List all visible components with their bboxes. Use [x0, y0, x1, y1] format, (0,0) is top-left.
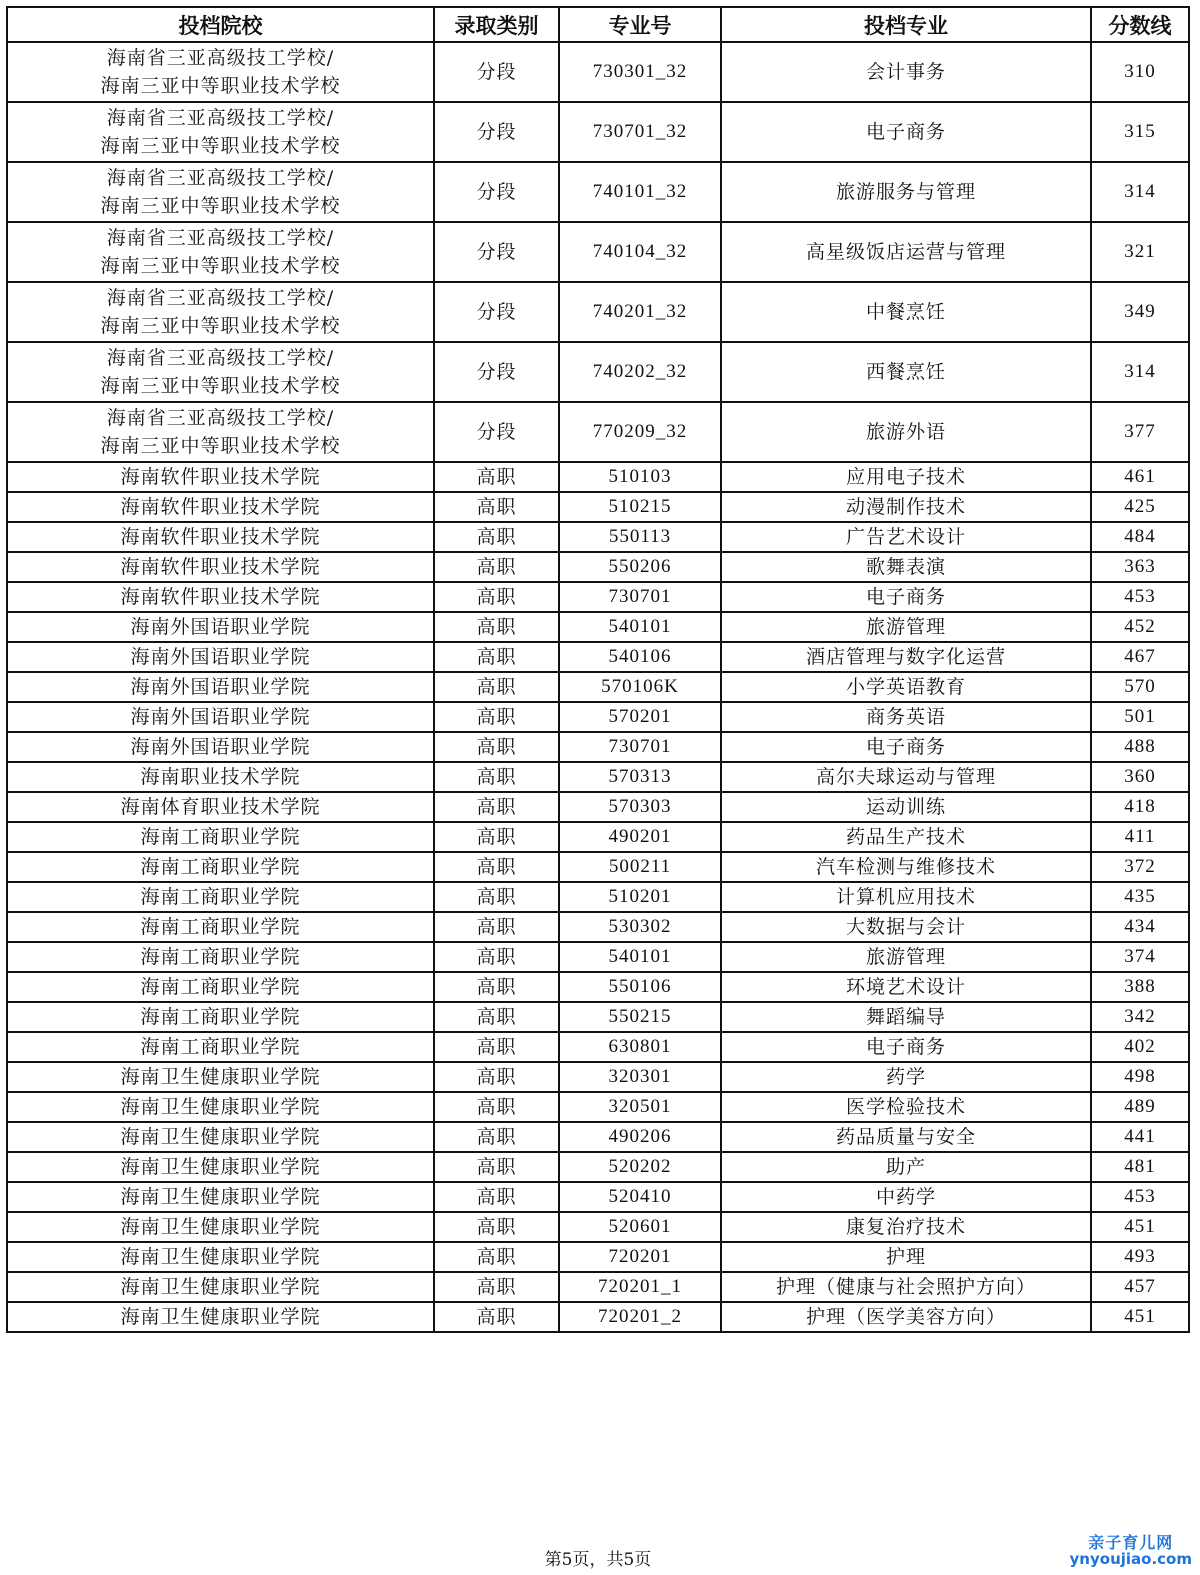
table-row: [7, 792, 1189, 822]
cell-major-code: 770209_32: [559, 402, 721, 462]
school-name: 海南外国语职业学院: [130, 706, 311, 728]
cell-major-code: 730701: [559, 582, 721, 612]
school-name: 海南卫生健康职业学院: [120, 1126, 321, 1148]
table-row: [7, 552, 1189, 582]
cell-major-code: 540101: [559, 612, 721, 642]
cell-score: 434: [1091, 912, 1189, 942]
cell-major-code: 490206: [559, 1122, 721, 1152]
cell-school: [7, 522, 434, 552]
cell-major-code: 740201_32: [559, 282, 721, 342]
cell-major-code: 740104_32: [559, 222, 721, 282]
school-name: 海南卫生健康职业学院: [120, 1156, 321, 1178]
cell-score: 310: [1091, 42, 1189, 102]
cell-category: 高职: [434, 462, 559, 492]
cell-school: [7, 1212, 434, 1242]
cell-category: 高职: [434, 1092, 559, 1122]
cell-major: 旅游管理: [721, 612, 1091, 642]
cell-major-code: 720201: [559, 1242, 721, 1272]
school-name: 海南外国语职业学院: [130, 646, 311, 668]
school-name: 海南软件职业技术学院: [120, 496, 321, 518]
school-name: 海南软件职业技术学院: [120, 526, 321, 548]
cell-school: [7, 642, 434, 672]
school-name: 海南工商职业学院: [140, 976, 301, 998]
cell-school: [7, 702, 434, 732]
cell-school: [7, 162, 434, 222]
cell-major-code: 500211: [559, 852, 721, 882]
cell-school: [7, 1062, 434, 1092]
cell-category: 高职: [434, 1272, 559, 1302]
cell-major-code: 570106K: [559, 672, 721, 702]
cell-major-code: 730301_32: [559, 42, 721, 102]
school-name: 海南外国语职业学院: [130, 616, 311, 638]
cell-major: 会计事务: [721, 42, 1091, 102]
header-major-code: 专业号: [559, 7, 721, 42]
school-name-alt: 海南三亚中等职业技术学校: [100, 195, 341, 217]
cell-major: 助产: [721, 1152, 1091, 1182]
cell-major-code: 630801: [559, 1032, 721, 1062]
cell-major: 护理: [721, 1242, 1091, 1272]
table-row: [7, 1032, 1189, 1062]
cell-score: 315: [1091, 102, 1189, 162]
cell-score: 360: [1091, 762, 1189, 792]
cell-score: 441: [1091, 1122, 1189, 1152]
table-header-row: [7, 7, 1189, 42]
cell-major-code: 720201_2: [559, 1302, 721, 1332]
cell-score: 314: [1091, 162, 1189, 222]
cell-major: 汽车检测与维修技术: [721, 852, 1091, 882]
cell-score: 498: [1091, 1062, 1189, 1092]
cell-major-code: 540101: [559, 942, 721, 972]
cell-major: 药学: [721, 1062, 1091, 1092]
cell-school: [7, 912, 434, 942]
cell-major-code: 740202_32: [559, 342, 721, 402]
school-name: 海南省三亚高级技工学校/: [106, 347, 335, 369]
table-row: [7, 1092, 1189, 1122]
school-name: 海南工商职业学院: [140, 1006, 301, 1028]
table-row: [7, 1122, 1189, 1152]
cell-category: 高职: [434, 912, 559, 942]
cell-category: 分段: [434, 42, 559, 102]
watermark-name: 亲子育儿网: [1088, 1533, 1174, 1552]
cell-category: 高职: [434, 1302, 559, 1332]
cell-category: 高职: [434, 522, 559, 552]
cell-category: 分段: [434, 402, 559, 462]
table-row: [7, 102, 1189, 162]
school-name: 海南卫生健康职业学院: [120, 1096, 321, 1118]
cell-major: 环境艺术设计: [721, 972, 1091, 1002]
cell-score: 402: [1091, 1032, 1189, 1062]
school-name-alt: 海南三亚中等职业技术学校: [100, 255, 341, 277]
cell-major: 广告艺术设计: [721, 522, 1091, 552]
watermark: [1070, 1534, 1192, 1568]
cell-score: 349: [1091, 282, 1189, 342]
school-name: 海南省三亚高级技工学校/: [106, 407, 335, 429]
cell-score: 321: [1091, 222, 1189, 282]
cell-major-code: 570313: [559, 762, 721, 792]
cell-score: 374: [1091, 942, 1189, 972]
table-row: [7, 672, 1189, 702]
cell-major-code: 550215: [559, 1002, 721, 1032]
cell-score: 457: [1091, 1272, 1189, 1302]
cell-school: [7, 732, 434, 762]
school-name: 海南卫生健康职业学院: [120, 1216, 321, 1238]
table-row: [7, 1062, 1189, 1092]
cell-school: [7, 1122, 434, 1152]
cell-category: 高职: [434, 1062, 559, 1092]
cell-category: 高职: [434, 642, 559, 672]
cell-major: 商务英语: [721, 702, 1091, 732]
cell-school: [7, 1272, 434, 1302]
cell-score: 493: [1091, 1242, 1189, 1272]
school-name: 海南卫生健康职业学院: [120, 1306, 321, 1328]
header-score: 分数线: [1091, 7, 1189, 42]
cell-major: 旅游服务与管理: [721, 162, 1091, 222]
cell-school: [7, 462, 434, 492]
cell-school: [7, 1182, 434, 1212]
cell-school: [7, 792, 434, 822]
cell-school: [7, 342, 434, 402]
school-name: 海南职业技术学院: [140, 766, 301, 788]
cell-category: 高职: [434, 1212, 559, 1242]
cell-major-code: 740101_32: [559, 162, 721, 222]
cell-school: [7, 582, 434, 612]
cell-category: 分段: [434, 282, 559, 342]
school-name-alt: 海南三亚中等职业技术学校: [100, 315, 341, 337]
cell-category: 高职: [434, 852, 559, 882]
cell-school: [7, 942, 434, 972]
cell-category: 分段: [434, 102, 559, 162]
cell-category: 高职: [434, 1182, 559, 1212]
cell-school: [7, 762, 434, 792]
cell-category: 高职: [434, 822, 559, 852]
cell-school: [7, 492, 434, 522]
table-row: [7, 762, 1189, 792]
school-name-alt: 海南三亚中等职业技术学校: [100, 75, 341, 97]
header-major: 投档专业: [721, 7, 1091, 42]
table-row: [7, 582, 1189, 612]
school-name: 海南卫生健康职业学院: [120, 1186, 321, 1208]
table-row: [7, 222, 1189, 282]
cell-category: 高职: [434, 1152, 559, 1182]
cell-category: 高职: [434, 1122, 559, 1152]
cell-major-code: 540106: [559, 642, 721, 672]
cell-school: [7, 1242, 434, 1272]
cell-school: [7, 42, 434, 102]
cell-score: 489: [1091, 1092, 1189, 1122]
cell-score: 388: [1091, 972, 1189, 1002]
cell-category: 高职: [434, 882, 559, 912]
cell-score: 484: [1091, 522, 1189, 552]
cell-school: [7, 1002, 434, 1032]
cell-score: 411: [1091, 822, 1189, 852]
table-row: [7, 1272, 1189, 1302]
cell-score: 372: [1091, 852, 1189, 882]
school-name: 海南工商职业学院: [140, 826, 301, 848]
table-row: [7, 282, 1189, 342]
table-row: [7, 1152, 1189, 1182]
cell-major-code: 550106: [559, 972, 721, 1002]
cell-school: [7, 852, 434, 882]
cell-major: 大数据与会计: [721, 912, 1091, 942]
table-row: [7, 462, 1189, 492]
table-row: [7, 42, 1189, 102]
cell-major: 药品质量与安全: [721, 1122, 1091, 1152]
cell-major: 中餐烹饪: [721, 282, 1091, 342]
cell-major: 舞蹈编导: [721, 1002, 1091, 1032]
cell-category: 高职: [434, 582, 559, 612]
cell-major-code: 490201: [559, 822, 721, 852]
school-name: 海南工商职业学院: [140, 886, 301, 908]
cell-major-code: 520601: [559, 1212, 721, 1242]
school-name: 海南卫生健康职业学院: [120, 1276, 321, 1298]
cell-school: [7, 552, 434, 582]
cell-major-code: 510201: [559, 882, 721, 912]
table-row: [7, 612, 1189, 642]
cell-school: [7, 1302, 434, 1332]
cell-category: 分段: [434, 342, 559, 402]
cell-score: 453: [1091, 1182, 1189, 1212]
table-row: [7, 912, 1189, 942]
cell-school: [7, 102, 434, 162]
school-name: 海南软件职业技术学院: [120, 586, 321, 608]
table-row: [7, 852, 1189, 882]
cell-major: 高星级饭店运营与管理: [721, 222, 1091, 282]
cell-category: 高职: [434, 552, 559, 582]
cell-category: 高职: [434, 942, 559, 972]
cell-major-code: 730701_32: [559, 102, 721, 162]
header-school: 投档院校: [7, 7, 434, 42]
cell-score: 488: [1091, 732, 1189, 762]
cell-major-code: 520410: [559, 1182, 721, 1212]
school-name-alt: 海南三亚中等职业技术学校: [100, 435, 341, 457]
cell-score: 418: [1091, 792, 1189, 822]
watermark-url: ynyoujiao.com: [1069, 1550, 1192, 1568]
cell-major: 药品生产技术: [721, 822, 1091, 852]
cell-score: 451: [1091, 1212, 1189, 1242]
school-name-alt: 海南三亚中等职业技术学校: [100, 135, 341, 157]
cell-major-code: 320501: [559, 1092, 721, 1122]
table-row: [7, 942, 1189, 972]
school-name: 海南软件职业技术学院: [120, 556, 321, 578]
cell-score: 451: [1091, 1302, 1189, 1332]
cell-major-code: 720201_1: [559, 1272, 721, 1302]
page-indicator: 第5页，共5页: [544, 1550, 652, 1570]
cell-score: 467: [1091, 642, 1189, 672]
cell-category: 高职: [434, 612, 559, 642]
cell-major: 酒店管理与数字化运营: [721, 642, 1091, 672]
cell-school: [7, 282, 434, 342]
cell-category: 高职: [434, 792, 559, 822]
school-name: 海南卫生健康职业学院: [120, 1066, 321, 1088]
cell-major: 护理（医学美容方向）: [721, 1302, 1091, 1332]
cell-school: [7, 1092, 434, 1122]
school-name: 海南体育职业技术学院: [120, 796, 321, 818]
school-name: 海南省三亚高级技工学校/: [106, 287, 335, 309]
cell-major: 计算机应用技术: [721, 882, 1091, 912]
cell-major-code: 510103: [559, 462, 721, 492]
cell-major: 应用电子技术: [721, 462, 1091, 492]
cell-major: 运动训练: [721, 792, 1091, 822]
table-row: [7, 402, 1189, 462]
cell-category: 高职: [434, 702, 559, 732]
cell-major-code: 570303: [559, 792, 721, 822]
school-name: 海南省三亚高级技工学校/: [106, 107, 335, 129]
school-name: 海南省三亚高级技工学校/: [106, 167, 335, 189]
table-row: [7, 342, 1189, 402]
cell-major: 西餐烹饪: [721, 342, 1091, 402]
header-category: 录取类别: [434, 7, 559, 42]
cell-score: 453: [1091, 582, 1189, 612]
cell-category: 高职: [434, 972, 559, 1002]
cell-major: 电子商务: [721, 1032, 1091, 1062]
table-row: [7, 972, 1189, 1002]
school-name: 海南软件职业技术学院: [120, 466, 321, 488]
cell-school: [7, 882, 434, 912]
cell-category: 高职: [434, 1242, 559, 1272]
table-row: [7, 1242, 1189, 1272]
school-name: 海南省三亚高级技工学校/: [106, 47, 335, 69]
school-name: 海南工商职业学院: [140, 1036, 301, 1058]
cell-major-code: 550113: [559, 522, 721, 552]
cell-major-code: 730701: [559, 732, 721, 762]
cell-major: 小学英语教育: [721, 672, 1091, 702]
admissions-table: [6, 6, 1190, 1333]
cell-school: [7, 672, 434, 702]
cell-score: 425: [1091, 492, 1189, 522]
table-row: [7, 1302, 1189, 1332]
school-name: 海南省三亚高级技工学校/: [106, 227, 335, 249]
cell-major: 电子商务: [721, 732, 1091, 762]
school-name: 海南卫生健康职业学院: [120, 1246, 321, 1268]
cell-score: 501: [1091, 702, 1189, 732]
cell-major: 旅游管理: [721, 942, 1091, 972]
cell-score: 481: [1091, 1152, 1189, 1182]
table-row: [7, 822, 1189, 852]
cell-major: 动漫制作技术: [721, 492, 1091, 522]
cell-category: 高职: [434, 732, 559, 762]
cell-category: 高职: [434, 492, 559, 522]
school-name: 海南工商职业学院: [140, 946, 301, 968]
cell-major: 医学检验技术: [721, 1092, 1091, 1122]
cell-category: 高职: [434, 762, 559, 792]
school-name-alt: 海南三亚中等职业技术学校: [100, 375, 341, 397]
cell-score: 342: [1091, 1002, 1189, 1032]
cell-school: [7, 822, 434, 852]
cell-score: 461: [1091, 462, 1189, 492]
cell-school: [7, 972, 434, 1002]
cell-major: 高尔夫球运动与管理: [721, 762, 1091, 792]
school-name: 海南外国语职业学院: [130, 736, 311, 758]
table-row: [7, 492, 1189, 522]
cell-school: [7, 612, 434, 642]
school-name: 海南外国语职业学院: [130, 676, 311, 698]
cell-major-code: 570201: [559, 702, 721, 732]
cell-major: 电子商务: [721, 582, 1091, 612]
table-body: [7, 42, 1189, 1332]
table-row: [7, 642, 1189, 672]
school-name: 海南工商职业学院: [140, 856, 301, 878]
cell-school: [7, 1152, 434, 1182]
cell-major-code: 520202: [559, 1152, 721, 1182]
cell-category: 高职: [434, 1002, 559, 1032]
cell-major-code: 510215: [559, 492, 721, 522]
cell-category: 分段: [434, 222, 559, 282]
cell-score: 377: [1091, 402, 1189, 462]
cell-school: [7, 222, 434, 282]
table-row: [7, 702, 1189, 732]
cell-score: 363: [1091, 552, 1189, 582]
cell-major-code: 550206: [559, 552, 721, 582]
cell-score: 570: [1091, 672, 1189, 702]
cell-category: 高职: [434, 672, 559, 702]
cell-major: 歌舞表演: [721, 552, 1091, 582]
cell-score: 452: [1091, 612, 1189, 642]
cell-score: 314: [1091, 342, 1189, 402]
cell-major: 中药学: [721, 1182, 1091, 1212]
table-row: [7, 882, 1189, 912]
table-row: [7, 522, 1189, 552]
page-footer: [0, 1545, 1200, 1570]
school-name: 海南工商职业学院: [140, 916, 301, 938]
cell-major: 电子商务: [721, 102, 1091, 162]
cell-major: 护理（健康与社会照护方向）: [721, 1272, 1091, 1302]
table-row: [7, 732, 1189, 762]
cell-school: [7, 1032, 434, 1062]
table-row: [7, 1212, 1189, 1242]
cell-major-code: 530302: [559, 912, 721, 942]
table-row: [7, 162, 1189, 222]
cell-score: 435: [1091, 882, 1189, 912]
cell-school: [7, 402, 434, 462]
cell-major-code: 320301: [559, 1062, 721, 1092]
table-row: [7, 1002, 1189, 1032]
cell-category: 高职: [434, 1032, 559, 1062]
cell-major: 康复治疗技术: [721, 1212, 1091, 1242]
table-row: [7, 1182, 1189, 1212]
cell-major: 旅游外语: [721, 402, 1091, 462]
cell-category: 分段: [434, 162, 559, 222]
